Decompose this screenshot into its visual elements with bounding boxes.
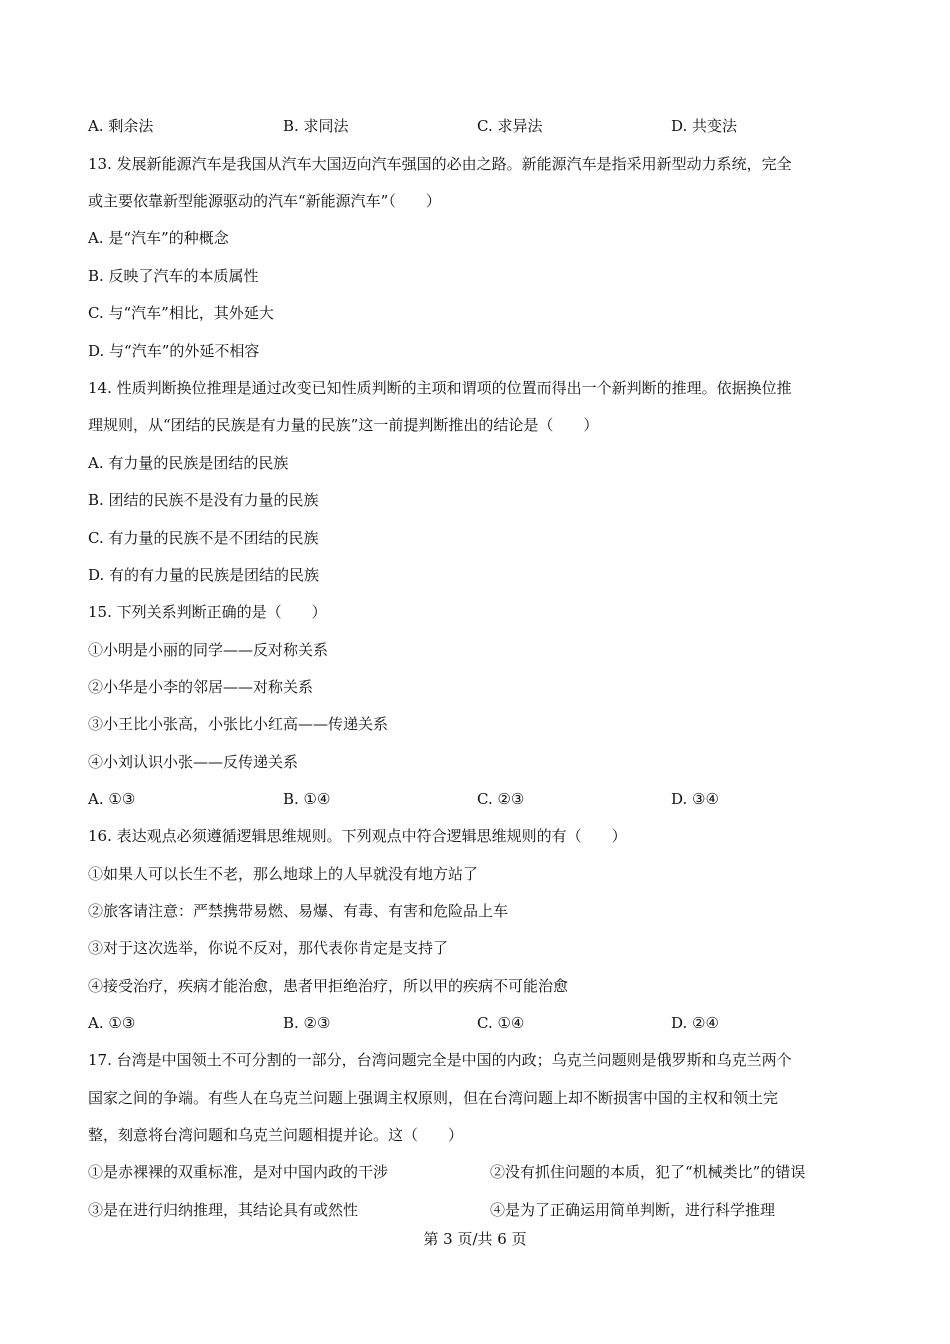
q17-stem-line2: 国家之间的争端。有些人在乌克兰问题上强调主权原则，但在台湾问题上却不断损害中国的主权和领土完 (88, 1089, 779, 1107)
q12-option-a: A. 剩余法 (88, 117, 154, 135)
q13-option-c: C. 与“汽车”相比，其外延大 (88, 304, 274, 322)
q16-item-4: ④接受治疗，疾病才能治愈，患者甲拒绝治疗，所以甲的疾病不可能治愈 (88, 977, 569, 995)
q17-item-1: ①是赤裸裸的双重标准，是对中国内政的干涉 (88, 1163, 389, 1181)
q14-option-a: A. 有力量的民族是团结的民族 (88, 454, 289, 472)
q15-option-c: C. ②③ (477, 790, 525, 808)
q17-items-row1 (88, 1162, 868, 1182)
q14-option-b: B. 团结的民族不是没有力量的民族 (88, 491, 319, 509)
q12-option-d: D. 共变法 (671, 117, 738, 135)
q15-option-a: A. ①③ (88, 790, 136, 808)
q14-stem-line1: 14. 性质判断换位推理是通过改变已知性质判断的主项和谓项的位置而得出一个新判断的推理。依据换位推 (88, 379, 792, 397)
q16-item-2: ②旅客请注意：严禁携带易燃、易爆、有毒、有害和危险品上车 (88, 902, 509, 920)
q13-stem-line2: 或主要依靠新型能源驱动的汽车“新能源汽车”（ ） (88, 192, 441, 210)
q16-item-1: ①如果人可以长生不老，那么地球上的人早就没有地方站了 (88, 865, 479, 883)
q14-option-d: D. 有的有力量的民族是团结的民族 (88, 566, 320, 584)
q17-items-row2 (88, 1200, 868, 1220)
q14-stem-line2: 理规则，从“团结的民族是有力量的民族”这一前提判断推出的结论是（ ） (88, 416, 599, 434)
q16-options (88, 1013, 868, 1033)
q12-option-c: C. 求异法 (477, 117, 543, 135)
q16-option-c: C. ①④ (477, 1014, 525, 1032)
q17-stem-line1: 17. 台湾是中国领土不可分割的一部分，台湾问题完全是中国的内政；乌克兰问题则是俄罗斯和乌克兰两个 (88, 1051, 792, 1069)
q17-item-2: ②没有抓住问题的本质，犯了“机械类比”的错误 (490, 1163, 806, 1181)
q16-option-d: D. ②④ (671, 1014, 719, 1032)
q17-item-4: ④是为了正确运用简单判断，进行科学推理 (490, 1201, 776, 1219)
q15-stem: 15. 下列关系判断正确的是（ ） (88, 603, 327, 621)
q16-stem: 16. 表达观点必须遵循逻辑思维规则。下列观点中符合逻辑思维规则的有（ ） (88, 827, 627, 845)
q15-option-d: D. ③④ (671, 790, 719, 808)
q17-stem-line3: 整，刻意将台湾问题和乌克兰问题相提并论。这（ ） (88, 1126, 464, 1144)
q13-option-b: B. 反映了汽车的本质属性 (88, 267, 259, 285)
q15-item-1: ①小明是小丽的同学——反对称关系 (88, 641, 329, 659)
q12-options (88, 116, 868, 136)
q15-options (88, 789, 868, 809)
q17-item-3: ③是在进行归纳推理，其结论具有或然性 (88, 1201, 359, 1219)
q15-option-b: B. ①④ (283, 790, 331, 808)
q13-option-a: A. 是“汽车”的种概念 (88, 229, 229, 247)
q15-item-4: ④小刘认识小张——反传递关系 (88, 753, 299, 771)
q16-item-3: ③对于这次选举，你说不反对，那代表你肯定是支持了 (88, 939, 449, 957)
q13-stem-line1: 13. 发展新能源汽车是我国从汽车大国迈向汽车强国的必由之路。新能源汽车是指采用新型动力系统，完全 (88, 155, 792, 173)
q16-option-b: B. ②③ (283, 1014, 331, 1032)
page-footer: 第 3 页/共 6 页 (423, 1230, 527, 1248)
q15-item-3: ③小王比小张高，小张比小红高——传递关系 (88, 715, 389, 733)
q14-option-c: C. 有力量的民族不是不团结的民族 (88, 529, 319, 547)
q13-option-d: D. 与“汽车”的外延不相容 (88, 342, 260, 360)
q16-option-a: A. ①③ (88, 1014, 136, 1032)
q15-item-2: ②小华是小李的邻居——对称关系 (88, 678, 314, 696)
q12-option-b: B. 求同法 (283, 117, 349, 135)
